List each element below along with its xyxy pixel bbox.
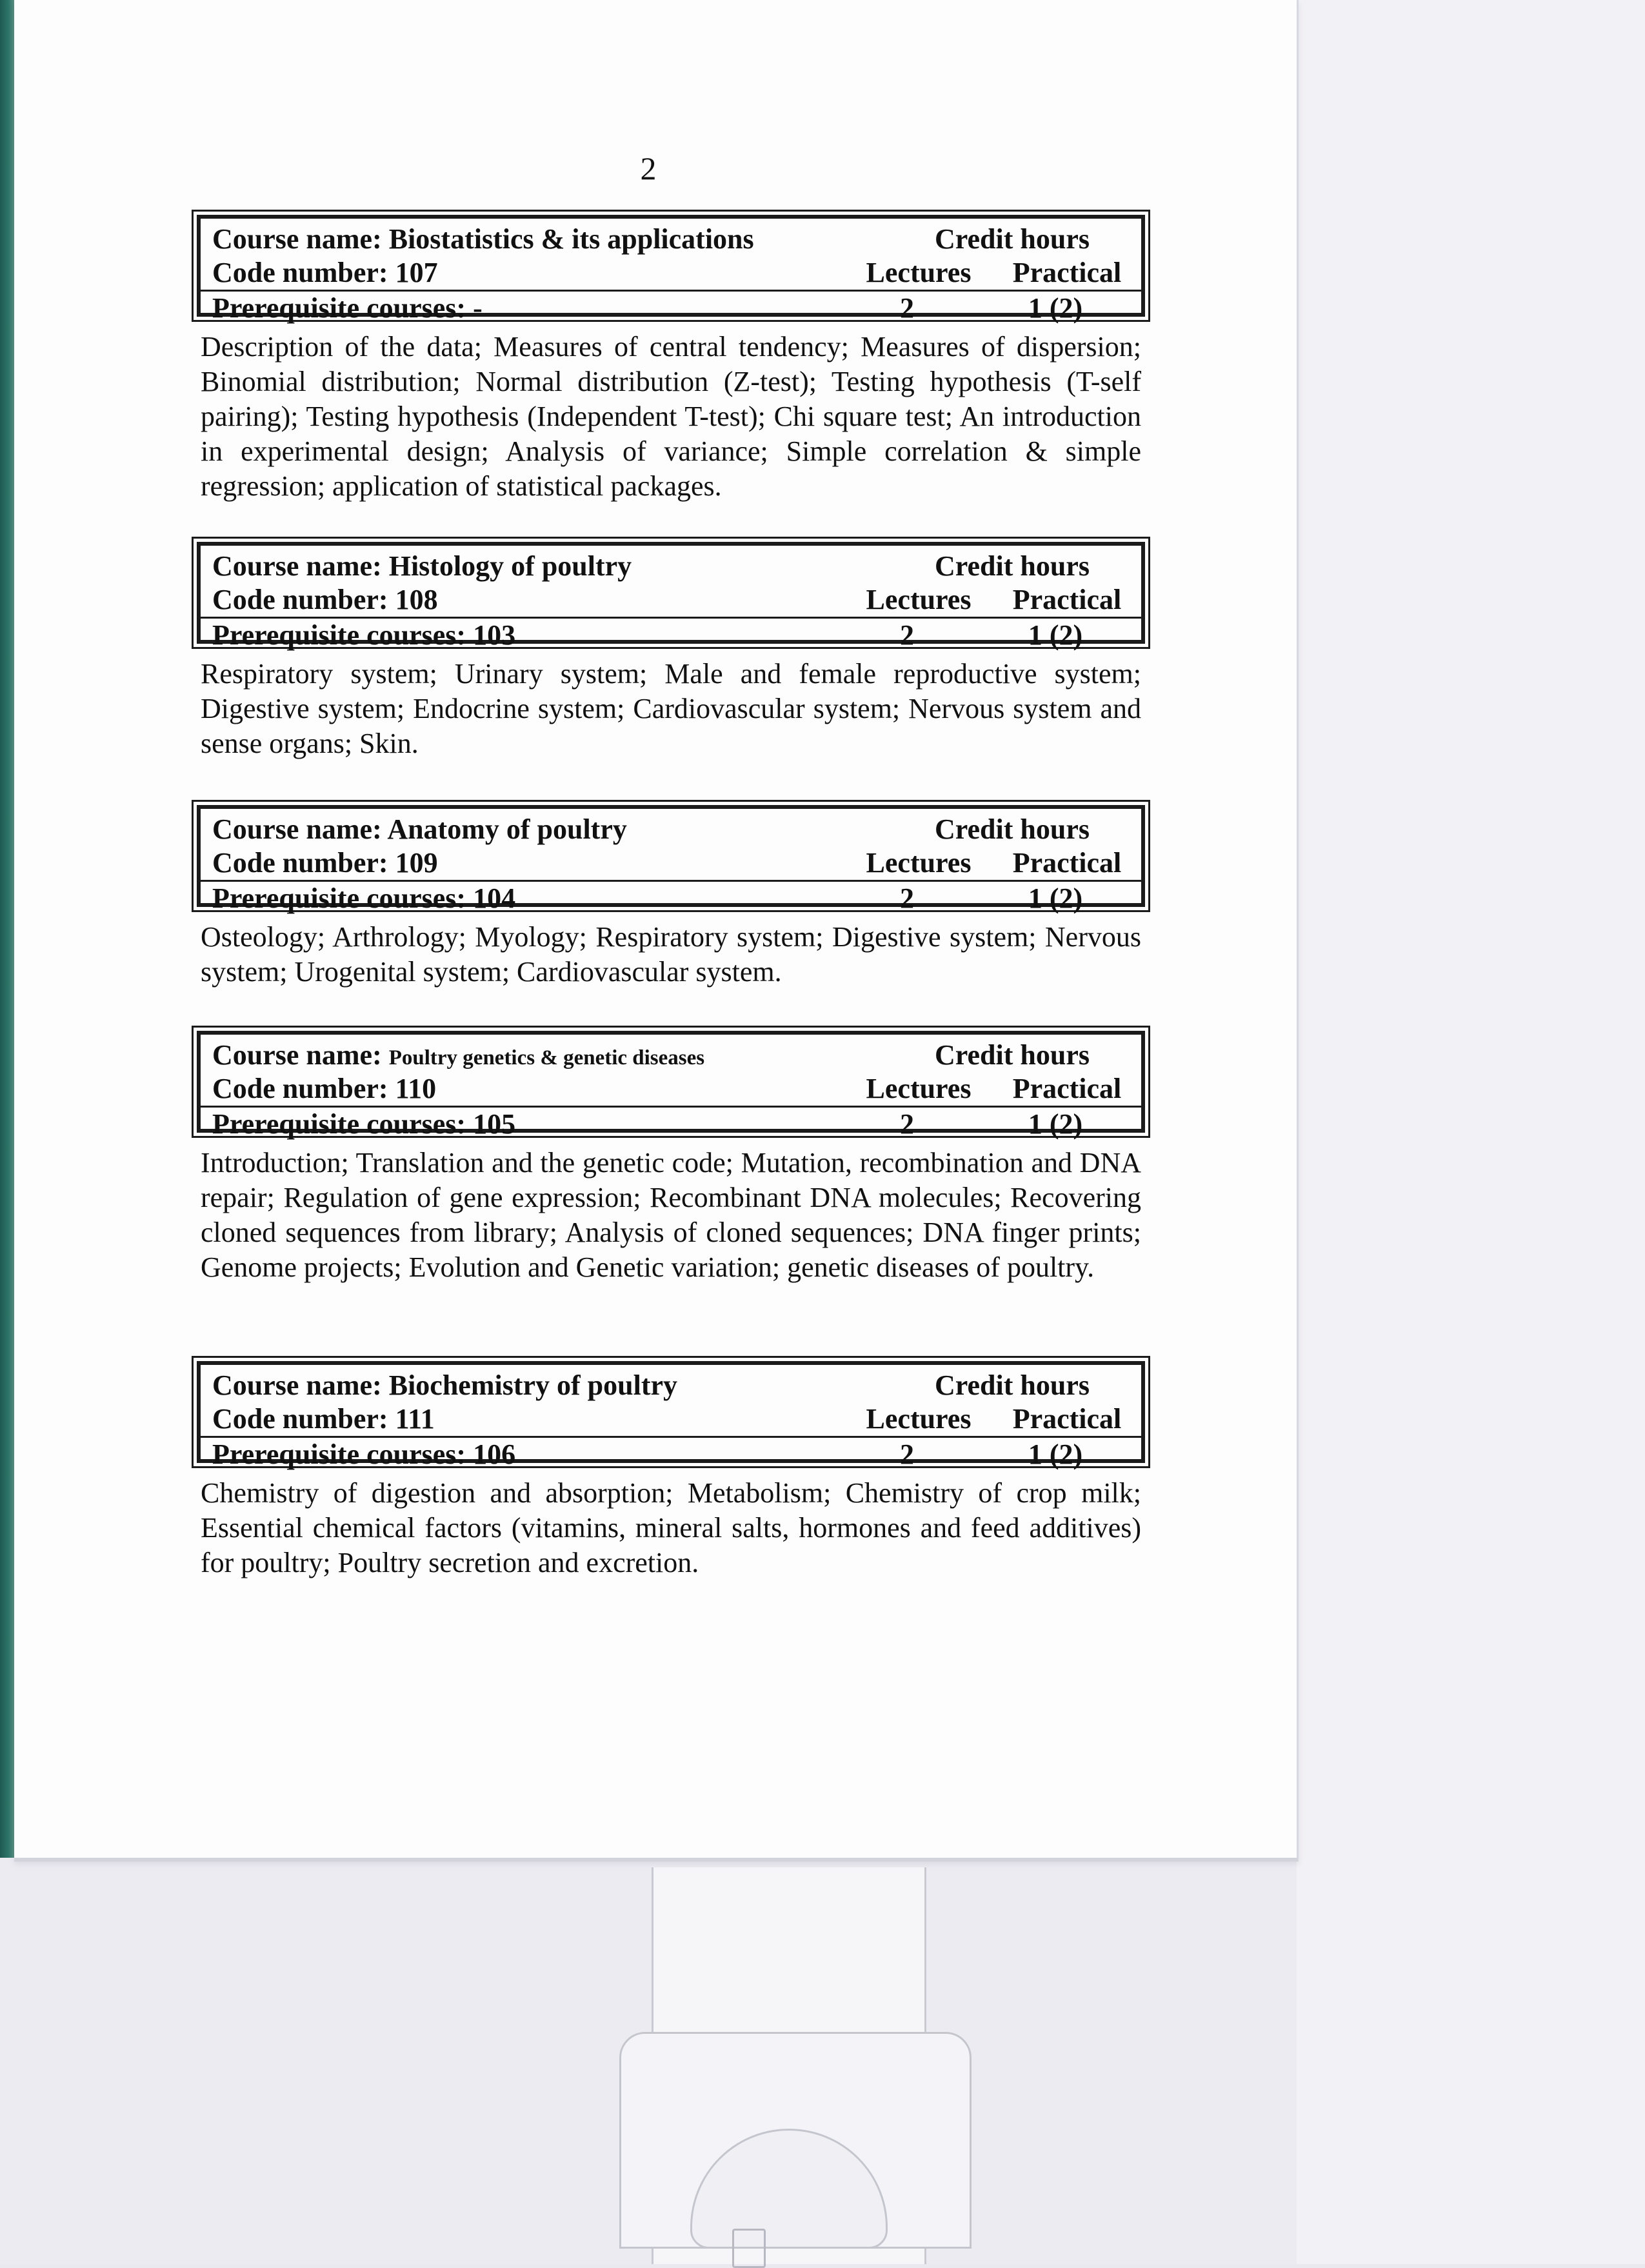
course-name-label: Course name: bbox=[212, 1039, 389, 1071]
lectures-header: Lectures bbox=[866, 1073, 972, 1104]
practical-header: Practical bbox=[1012, 257, 1122, 288]
scanner-background bbox=[1297, 0, 1645, 2264]
code-number-label: Code number: bbox=[212, 257, 395, 288]
lectures-value: 2 bbox=[900, 882, 914, 914]
course-header-box bbox=[197, 542, 1145, 651]
prerequisite-label: Prerequisite courses: bbox=[212, 619, 474, 651]
credit-hours-header: Credit hours bbox=[935, 1369, 1090, 1401]
course-name: Biostatistics & its applications bbox=[388, 223, 754, 255]
course-description: Respiratory system; Urinary system; Male and female reproductive system; Digestive system; Endocrine system; Cardiovascular system; Nervous system and sense organs; Skin. bbox=[201, 658, 1141, 759]
course-name-label: Course name: bbox=[212, 550, 389, 582]
practical-value: 1 (2) bbox=[1028, 882, 1083, 914]
course-name: Biochemistry of poultry bbox=[388, 1369, 678, 1401]
practical-value: 1 (2) bbox=[1028, 619, 1083, 651]
prerequisite-value: 103 bbox=[473, 619, 516, 651]
lectures-header: Lectures bbox=[866, 257, 972, 288]
course-name-label: Course name: bbox=[212, 1369, 389, 1401]
prerequisite-value: 104 bbox=[473, 882, 516, 914]
course-description: Introduction; Translation and the genetic code; Mutation, recombination and DNA repair; Regulation of gene expression; Recombinant DNA molecules; Recovering cloned sequences from library; Analysis of cloned sequences; DNA finger prints; Genome projects; Evolution and Genetic variation; genetic diseases of poultry. bbox=[201, 1147, 1141, 1283]
course-name: Histology of poultry bbox=[388, 550, 632, 582]
code-number-label: Code number: bbox=[212, 584, 395, 615]
lectures-value: 2 bbox=[900, 619, 914, 651]
code-number: 110 bbox=[395, 1073, 437, 1104]
practical-header: Practical bbox=[1012, 584, 1122, 615]
prerequisite-label: Prerequisite courses: bbox=[212, 1108, 474, 1140]
course-name-label: Course name: bbox=[212, 813, 388, 845]
code-number: 107 bbox=[395, 257, 438, 288]
lectures-header: Lectures bbox=[866, 847, 972, 879]
code-number-label: Code number: bbox=[212, 1403, 395, 1435]
lectures-header: Lectures bbox=[866, 584, 972, 615]
lectures-value: 2 bbox=[900, 1438, 914, 1470]
practical-header: Practical bbox=[1012, 847, 1122, 879]
practical-value: 1 (2) bbox=[1028, 1438, 1083, 1470]
code-number-label: Code number: bbox=[212, 1073, 395, 1104]
course-header-box bbox=[197, 1031, 1145, 1140]
course-header-box bbox=[197, 215, 1145, 324]
credit-hours-header: Credit hours bbox=[935, 223, 1090, 255]
course-name-label: Course name: bbox=[212, 223, 389, 255]
credit-hours-header: Credit hours bbox=[935, 813, 1090, 845]
practical-header: Practical bbox=[1012, 1073, 1122, 1104]
course-description: Chemistry of digestion and absorption; Metabolism; Chemistry of crop milk; Essential chemical factors (vitamins, mineral salts, hormones and feed additives) for poultry; Poultry secretion and excretion. bbox=[201, 1477, 1141, 1578]
course-block bbox=[197, 215, 1145, 504]
lectures-header: Lectures bbox=[866, 1403, 972, 1435]
code-number-label: Code number: bbox=[212, 847, 395, 879]
code-number: 108 bbox=[395, 584, 438, 615]
prerequisite-label: Prerequisite courses: bbox=[212, 1438, 474, 1470]
page-number: 2 bbox=[640, 150, 657, 186]
code-number: 109 bbox=[395, 847, 438, 879]
course-block bbox=[197, 805, 1145, 990]
practical-header: Practical bbox=[1012, 1403, 1122, 1435]
prerequisite-label: Prerequisite courses: bbox=[212, 882, 474, 914]
prerequisite-value: - bbox=[473, 292, 483, 324]
course-block bbox=[197, 1361, 1145, 1580]
prerequisite-label: Prerequisite courses: bbox=[212, 292, 474, 324]
course-block bbox=[197, 1031, 1145, 1285]
credit-hours-header: Credit hours bbox=[935, 550, 1090, 582]
lectures-value: 2 bbox=[900, 292, 914, 324]
course-block bbox=[197, 542, 1145, 761]
credit-hours-header: Credit hours bbox=[935, 1039, 1090, 1071]
course-name: Poultry genetics & genetic diseases bbox=[388, 1046, 705, 1069]
practical-value: 1 (2) bbox=[1028, 292, 1083, 324]
practical-value: 1 (2) bbox=[1028, 1108, 1083, 1140]
course-header-box bbox=[197, 805, 1145, 914]
code-number: 111 bbox=[395, 1403, 435, 1435]
course-description: Osteology; Arthrology; Myology; Respiratory system; Digestive system; Nervous system; Urogenital system; Cardiovascular system. bbox=[201, 921, 1141, 988]
course-header-box bbox=[197, 1361, 1145, 1470]
lectures-value: 2 bbox=[900, 1108, 914, 1140]
film-icon bbox=[732, 2229, 766, 2268]
prerequisite-value: 106 bbox=[473, 1438, 516, 1470]
course-name: Anatomy of poultry bbox=[387, 813, 627, 845]
course-description: Description of the data; Measures of central tendency; Measures of dispersion; Binomial distribution; Normal distribution (Z-test); Testing hypothesis (T-self pairing); Testing hypothesis (Independent T-test); Chi square test; An introduction in experimental design; Analysis of variance; Simple correlation & simple regression; application of statistical packages. bbox=[201, 331, 1141, 502]
prerequisite-value: 105 bbox=[473, 1108, 516, 1140]
